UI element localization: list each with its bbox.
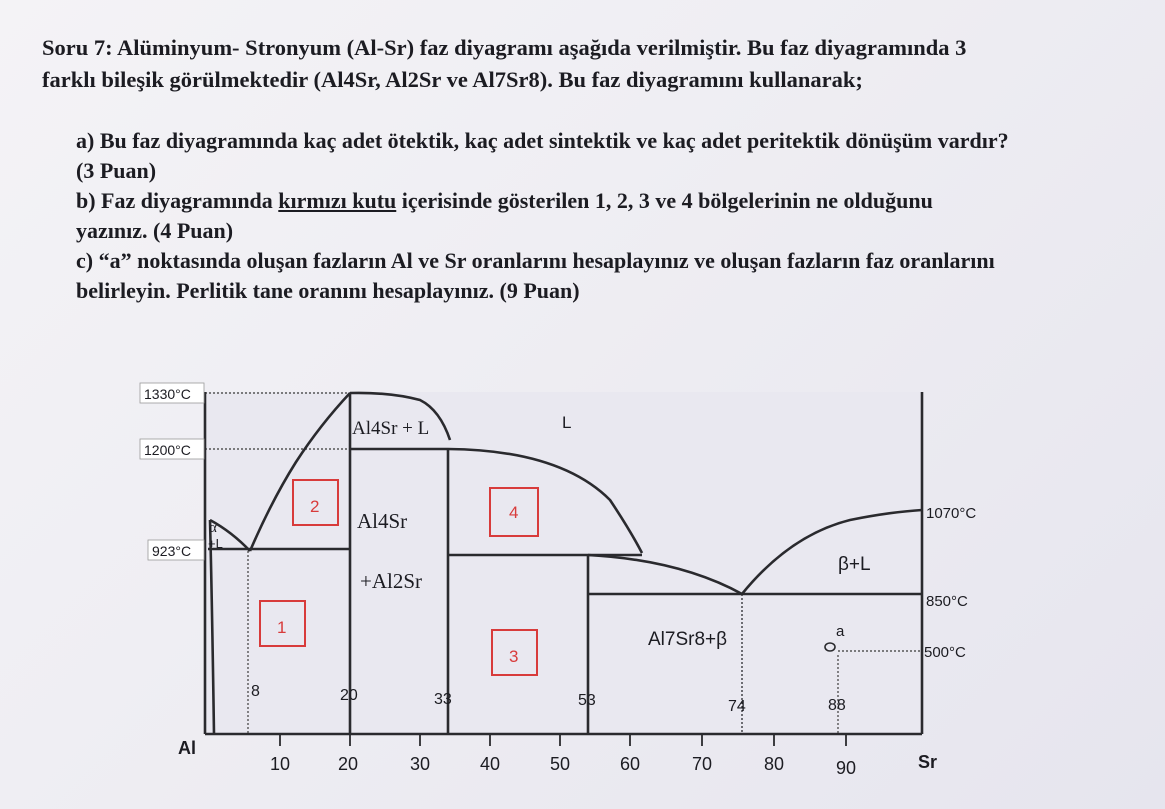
region-alpha-plus-l: +L	[208, 536, 223, 551]
region-al7sr8-beta: Al7Sr8+β	[648, 629, 728, 650]
tick-label-30: 30	[410, 754, 431, 774]
box-label-3: 3	[509, 647, 519, 666]
question-line-2: farklı bileşik görülmektedir (Al4Sr, Al2Sr ve Al7Sr8). Bu faz diyagramını kullanarak;	[42, 67, 863, 92]
x-ticks	[280, 734, 846, 746]
part-c	[76, 246, 1156, 306]
temp-850: 850°C	[926, 593, 968, 610]
region-beta-l: β+L	[838, 554, 871, 575]
comp-74: 74	[728, 698, 746, 715]
tick-label-40: 40	[480, 754, 501, 774]
question-parts	[76, 126, 1156, 306]
region-liquid: L	[562, 413, 572, 432]
tick-label-10: 10	[270, 754, 291, 774]
phase-diagram	[0, 370, 1165, 809]
comp-33: 33	[434, 691, 452, 708]
tick-label-20: 20	[338, 754, 359, 774]
question-label: Soru 7:	[42, 35, 113, 60]
point-a-label: a	[836, 623, 845, 640]
tick-label-60: 60	[620, 754, 641, 774]
axis-label-sr: Sr	[918, 752, 938, 772]
part-c-line-2: belirleyin. Perlitik tane oranını hesaplayınız. (9 Puan)	[76, 278, 580, 303]
box-label-2: 2	[310, 497, 320, 516]
comp-20: 20	[340, 687, 358, 704]
part-b-prefix: b) Faz diyagramında	[76, 188, 279, 213]
question-line-1: Alüminyum- Stronyum (Al-Sr) faz diyagramı aşağıda verilmiştir. Bu faz diyagramında 3	[117, 35, 967, 60]
temp-923: 923°C	[152, 543, 192, 559]
region-alpha: α	[209, 520, 217, 536]
x-axis-labels	[178, 738, 937, 778]
tick-label-80: 80	[764, 754, 785, 774]
region-al4sr-l: Al4Sr + L	[352, 418, 430, 439]
box-label-4: 4	[509, 503, 519, 522]
region-plus-al2sr: +Al2Sr	[360, 569, 423, 593]
part-b	[76, 186, 1156, 246]
part-a-points: (3 Puan)	[76, 158, 157, 183]
part-c-line-1: c) “a” noktasında oluşan fazların Al ve Sr oranlarını hesaplayınız ve oluşan fazların faz oranlarını	[76, 248, 995, 273]
question-text	[42, 32, 1157, 96]
comp-53: 53	[578, 692, 596, 709]
part-a-line-1: a) Bu faz diyagramında kaç adet ötektik, kaç adet sintektik ve kaç adet peritektik dönüşüm vardır?	[76, 128, 1009, 153]
tick-label-90: 90	[836, 758, 857, 778]
box-label-1: 1	[277, 618, 287, 637]
temp-1200: 1200°C	[144, 442, 191, 458]
part-b-line-2: yazınız. (4 Puan)	[76, 218, 234, 243]
comp-8: 8	[251, 683, 260, 700]
tick-label-70: 70	[692, 754, 713, 774]
region-al4sr: Al4Sr	[357, 509, 408, 533]
axis-label-al: Al	[178, 738, 196, 758]
part-a	[76, 126, 1156, 186]
temp-1330: 1330°C	[144, 386, 191, 402]
part-b-underlined: kırmızı kutu	[278, 188, 397, 213]
diagram-area	[205, 392, 923, 734]
part-b-suffix: içerisinde gösterilen 1, 2, 3 ve 4 bölgelerinin ne olduğunu	[396, 188, 933, 213]
comp-88: 88	[828, 697, 846, 714]
temp-1070: 1070°C	[926, 505, 977, 522]
tick-label-50: 50	[550, 754, 571, 774]
temp-500: 500°C	[924, 644, 966, 661]
